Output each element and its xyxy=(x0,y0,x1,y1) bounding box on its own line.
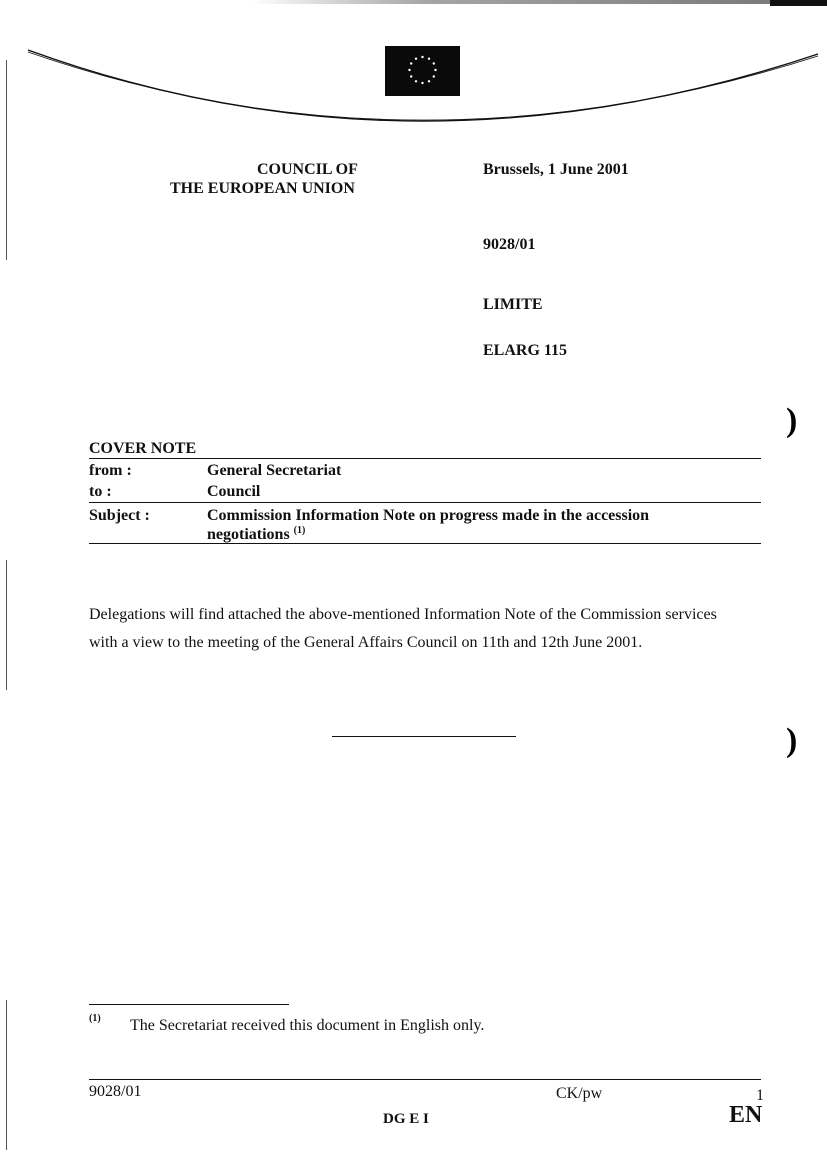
subject-line2 xyxy=(207,525,305,544)
language-code: EN xyxy=(729,1102,763,1128)
council-name-line2: THE EUROPEAN UNION xyxy=(170,180,355,197)
subject-footnote-ref: (1) xyxy=(293,525,306,536)
divider xyxy=(89,543,761,544)
to-value: Council xyxy=(207,483,261,500)
to-label: to : xyxy=(89,483,112,500)
footer-initials: CK/pw xyxy=(556,1085,603,1102)
document-number: 9028/01 xyxy=(483,236,536,253)
footer-doc-number: 9028/01 xyxy=(89,1083,142,1100)
cover-note-title: COVER NOTE xyxy=(89,440,197,457)
document-date: Brussels, 1 June 2001 xyxy=(483,161,629,178)
end-of-text-rule xyxy=(332,736,516,737)
eu-flag-icon xyxy=(385,46,460,96)
scan-edge-left xyxy=(6,1000,7,1150)
classification-marking: LIMITE xyxy=(483,296,543,313)
subject-line1: Commission Information Note on progress made in the accession xyxy=(207,507,650,524)
from-label: from : xyxy=(89,462,132,479)
divider xyxy=(89,458,761,459)
margin-mark: ) xyxy=(786,722,798,759)
body-paragraph-line2: with a view to the meeting of the General Affairs Council on 11th and 12th June 2001. xyxy=(89,634,643,651)
from-value: General Secretariat xyxy=(207,462,342,479)
footnote-rule xyxy=(89,1004,289,1005)
body-paragraph-line1: Delegations will find attached the above-mentioned Information Note of the Commission services xyxy=(89,606,717,623)
scan-edge-top xyxy=(250,0,827,4)
council-name-line1: COUNCIL OF xyxy=(257,161,358,178)
subject-label: Subject : xyxy=(89,507,150,524)
document-reference: ELARG 115 xyxy=(483,342,568,359)
footer-rule xyxy=(89,1079,761,1080)
margin-mark: ) xyxy=(786,402,798,439)
scan-corner-top-right xyxy=(770,0,827,6)
footer-directorate: DG E I xyxy=(383,1111,429,1127)
footnote-marker: (1) xyxy=(89,1013,101,1024)
footnote-text: The Secretariat received this document in English only. xyxy=(130,1017,485,1034)
subject-line2-text: negotiations xyxy=(207,526,290,543)
page-number: 1 xyxy=(756,1087,764,1104)
divider xyxy=(89,502,761,503)
scan-edge-left xyxy=(6,560,7,690)
